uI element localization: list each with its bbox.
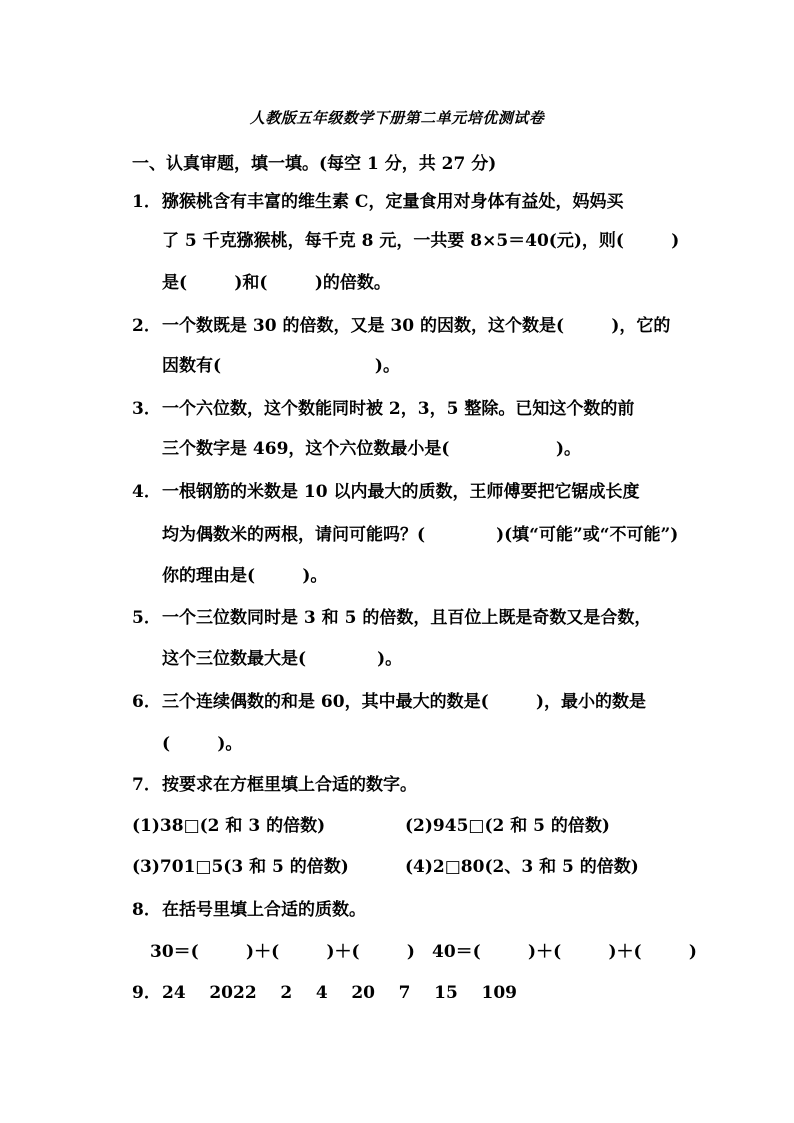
page-title: 人教版五年级数学下册第二单元培优测试卷: [249, 109, 545, 127]
q7-item-3: (3)701□5(3 和 5 的倍数): [132, 857, 349, 877]
question-4-line-1: [132, 480, 640, 504]
question-text: 在括号里填上合适的质数。: [162, 900, 366, 920]
question-2-line-1: [132, 314, 670, 338]
q7-item-4: (4)2□80(2、3 和 5 的倍数): [405, 857, 639, 877]
question-9-line-1: [132, 981, 517, 1005]
question-3-line-2: 三个数字是 469，这个六位数最小是( )。: [162, 439, 582, 459]
question-number: 4．: [132, 482, 161, 502]
question-number: 5．: [132, 608, 161, 628]
question-number: 9．: [132, 983, 161, 1003]
question-5-line-1: [132, 606, 651, 630]
question-1-line-1: [132, 190, 623, 214]
section-heading: 一、认真审题，填一填。(每空 1 分，共 27 分): [132, 154, 497, 174]
question-text: 一个六位数，这个数能同时被 2，3，5 整除。已知这个数的前: [162, 399, 635, 419]
question-number: 7．: [132, 775, 161, 795]
question-4-line-3: 你的理由是( )。: [162, 566, 328, 586]
question-2-line-2: 因数有( )。: [162, 356, 400, 376]
question-number: 6．: [132, 692, 161, 712]
question-4-line-2: 均为偶数米的两根，请问可能吗？( )(填“可能”或“不可能”): [162, 525, 679, 545]
question-text: 三个连续偶数的和是 60，其中最大的数是( )，最小的数是: [162, 692, 647, 712]
question-text: 一个三位数同时是 3 和 5 的倍数，且百位上既是奇数又是合数，: [162, 608, 652, 628]
q7-item-2: (2)945□(2 和 5 的倍数): [405, 816, 610, 836]
question-number: 2．: [132, 316, 161, 336]
question-1-line-2: 了 5 千克猕猴桃，每千克 8 元，一共要 8×5＝40(元)，则( ): [162, 231, 680, 251]
question-7-line-1: [132, 773, 417, 797]
question-text: 按要求在方框里填上合适的数字。: [162, 775, 417, 795]
question-text: 一个数既是 30 的倍数，又是 30 的因数，这个数是( )，它的: [162, 316, 671, 336]
question-8-line-1: [132, 898, 366, 922]
question-1-line-3: 是( )和( )的倍数。: [162, 273, 391, 293]
question-number: 8．: [132, 900, 161, 920]
question-number: 3．: [132, 399, 161, 419]
q8-equation-2: 40＝( )＋( )＋( ): [432, 942, 697, 962]
question-text: 猕猴桃含有丰富的维生素 C，定量食用对身体有益处，妈妈买: [162, 192, 624, 212]
question-6-line-2: ( )。: [162, 734, 243, 754]
question-3-line-1: [132, 397, 634, 421]
question-text: 一根钢筋的米数是 10 以内最大的质数，王师傅要把它锯成长度: [162, 482, 640, 502]
question-5-line-2: 这个三位数最大是( )。: [162, 649, 403, 669]
question-text: 24 2022 2 4 20 7 15 109: [162, 983, 517, 1003]
question-6-line-1: [132, 690, 646, 714]
q8-equation-1: 30＝( )＋( )＋( ): [150, 942, 415, 962]
q7-item-1: (1)38□(2 和 3 的倍数): [132, 816, 326, 836]
question-number: 1．: [132, 192, 161, 212]
